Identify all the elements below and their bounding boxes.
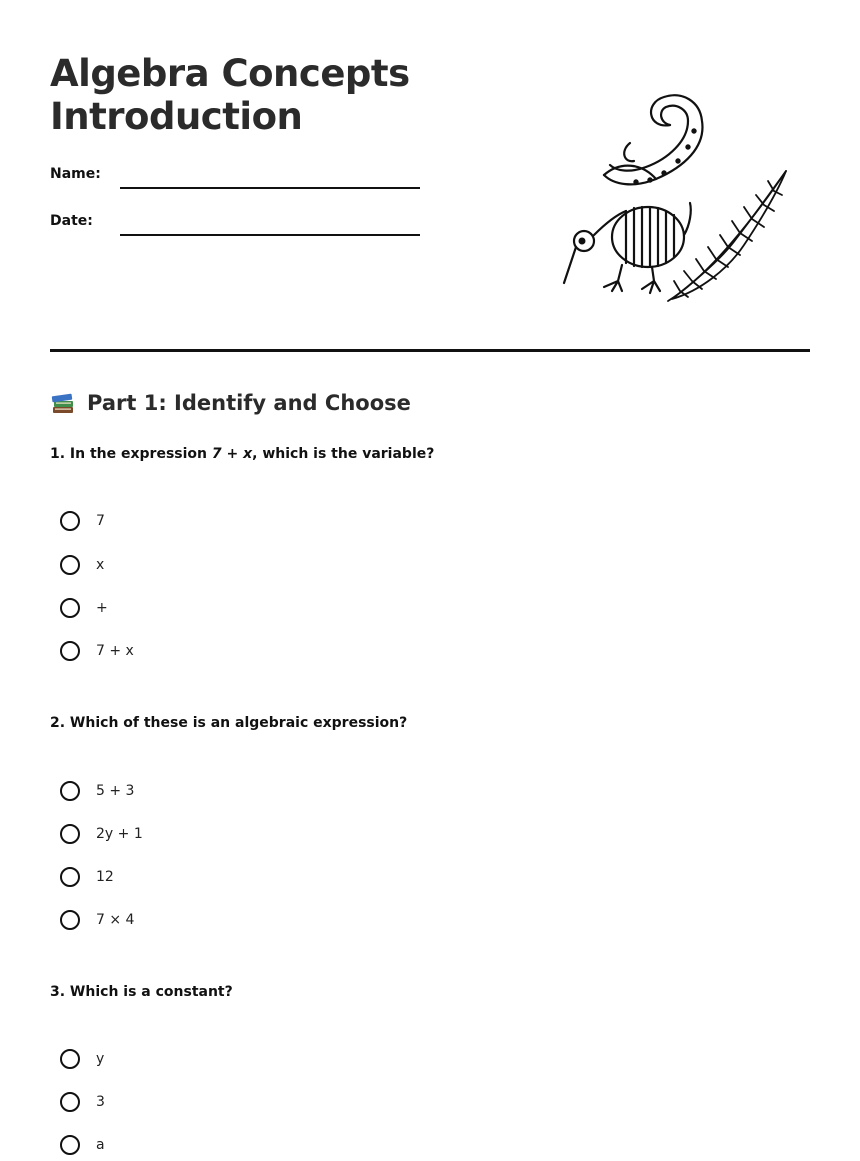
radio-button[interactable] (60, 555, 80, 575)
date-label: Date: (50, 213, 93, 229)
section-title: Part 1: Identify and Choose (87, 391, 411, 415)
q2-option-3[interactable] (60, 864, 114, 890)
radio-button[interactable] (60, 1049, 80, 1069)
kiwi-bird-icon (564, 203, 691, 293)
radio-button[interactable] (60, 867, 80, 887)
q1-option-4[interactable] (60, 638, 134, 664)
option-label: a (96, 1137, 105, 1153)
radio-button[interactable] (60, 641, 80, 661)
radio-button[interactable] (60, 598, 80, 618)
option-label: x (96, 557, 105, 573)
koru-icon (604, 95, 702, 184)
radio-button[interactable] (60, 824, 80, 844)
q1-option-2[interactable] (60, 552, 104, 578)
option-label: 12 (96, 869, 114, 885)
q3-option-1[interactable] (60, 1046, 104, 1072)
question-2: 2. Which of these is an algebraic expression? (50, 715, 408, 731)
fern-icon (668, 171, 786, 301)
kiwi-fern-illustration (560, 85, 800, 310)
q3-option-3[interactable] (60, 1132, 105, 1158)
q2-option-4[interactable] (60, 907, 134, 933)
radio-button[interactable] (60, 1135, 80, 1155)
q2-option-2[interactable] (60, 821, 143, 847)
option-label: 2y + 1 (96, 826, 143, 842)
option-label: 5 + 3 (96, 783, 135, 799)
radio-button[interactable] (60, 511, 80, 531)
option-label: 3 (96, 1094, 105, 1110)
option-label: 7 × 4 (96, 912, 135, 928)
name-field[interactable] (120, 187, 420, 189)
worksheet-title (50, 52, 530, 138)
question-1-expression: 7 + x (211, 446, 253, 462)
section-heading (50, 390, 411, 416)
option-label: y (96, 1051, 105, 1067)
option-label: 7 (96, 513, 105, 529)
radio-button[interactable] (60, 781, 80, 801)
title-line-2: Introduction (50, 95, 303, 138)
q1-option-1[interactable] (60, 508, 105, 534)
radio-button[interactable] (60, 910, 80, 930)
section-divider (50, 349, 810, 352)
question-1-prefix: 1. In the expression (50, 446, 212, 462)
option-label: + (96, 600, 108, 616)
question-1-suffix: , which is the variable? (252, 446, 435, 462)
date-field[interactable] (120, 234, 420, 236)
q1-option-3[interactable] (60, 595, 108, 621)
question-1 (50, 446, 434, 462)
radio-button[interactable] (60, 1092, 80, 1112)
name-label: Name: (50, 166, 101, 182)
q3-option-2[interactable] (60, 1089, 105, 1115)
q2-option-1[interactable] (60, 778, 134, 804)
title-line-1: Algebra Concepts (50, 52, 410, 95)
question-3: 3. Which is a constant? (50, 984, 233, 1000)
option-label: 7 + x (96, 643, 134, 659)
books-icon (50, 390, 76, 416)
